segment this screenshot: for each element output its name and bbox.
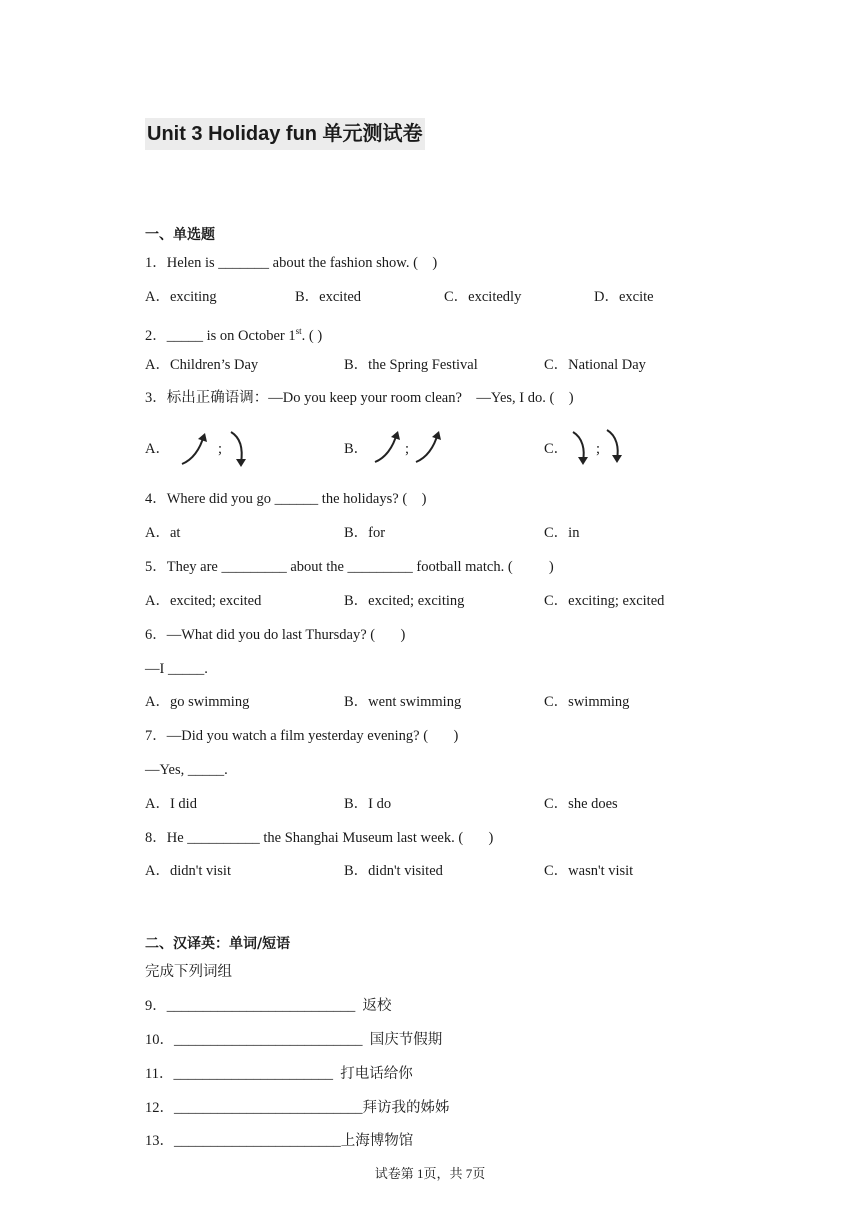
q1-option-d: D．excite: [594, 289, 654, 305]
q2-option-b: B．the Spring Festival: [344, 357, 478, 373]
section2-heading: 二、汉译英：单词/短语: [145, 936, 291, 952]
q2-superscript: st: [295, 326, 302, 336]
q4-option-a: A．at: [145, 525, 181, 541]
q5-option-b: B．excited; exciting: [344, 593, 465, 609]
q6-option-a: A．go swimming: [145, 694, 250, 710]
q7-option-b: B．I do: [344, 796, 392, 812]
q1-option-b: B．excited: [295, 289, 362, 305]
q2-text: 2．_____ is on October 1: [145, 327, 296, 344]
translation-item: 11．______________________ 打电话给你: [145, 1066, 413, 1082]
q3-separator-c: ;: [596, 441, 601, 457]
q3-option-b: B．: [344, 441, 369, 457]
translation-item: 13．_______________________上海博物馆: [145, 1133, 414, 1149]
q3-option-c: C．: [544, 441, 569, 457]
rising-arrow-icon: [412, 428, 444, 468]
q2-text-end: . ( ): [301, 327, 323, 344]
q7-option-c: C．she does: [544, 796, 618, 812]
falling-arrow-icon: [603, 426, 629, 466]
question-4: 4．Where did you go ______ the holidays? ( ): [145, 491, 427, 507]
section2-instruction: 完成下列词组: [145, 964, 232, 980]
question-6: 6．—What did you do last Thursday? ( ): [145, 627, 406, 643]
question-7: 7．—Did you watch a film yesterday evening? ( ): [145, 728, 459, 744]
page-footer: 试卷第 1页，共 7页: [374, 1166, 486, 1181]
q8-option-b: B．didn't visited: [344, 863, 443, 879]
q7-reply: —Yes, _____.: [145, 762, 228, 778]
translation-item: 9．__________________________ 返校: [145, 998, 392, 1014]
q6-option-c: C．swimming: [544, 694, 630, 710]
translation-item: 10．__________________________ 国庆节假期: [145, 1032, 443, 1048]
q8-option-c: C．wasn't visit: [544, 863, 634, 879]
q7-option-a: A．I did: [145, 796, 197, 812]
q1-option-a: A．exciting: [145, 289, 217, 305]
q3-option-a: A．: [145, 441, 170, 457]
q5-option-c: C．exciting; excited: [544, 593, 665, 609]
question-3: 3．标出正确语调：—Do you keep your room clean? —Yes, I do. ( ): [145, 390, 574, 406]
q3-separator-a: ;: [218, 441, 223, 457]
rising-arrow-icon: [178, 430, 210, 470]
falling-arrow-icon: [569, 428, 595, 468]
question-1: 1．Helen is _______ about the fashion show. ( ): [145, 255, 438, 271]
q6-reply: —I _____.: [145, 661, 208, 677]
question-2: [145, 321, 322, 346]
q8-option-a: A．didn't visit: [145, 863, 231, 879]
q5-option-a: A．excited; excited: [145, 593, 262, 609]
q2-option-a: A．Children’s Day: [145, 357, 259, 373]
section1-heading: 一、单选题: [145, 227, 215, 243]
question-5: 5．They are _________ about the _________ football match. ( ): [145, 559, 554, 575]
page-title: Unit 3 Holiday fun 单元测试卷: [145, 118, 425, 150]
q2-option-c: C．National Day: [544, 357, 646, 373]
q6-option-b: B．went swimming: [344, 694, 462, 710]
rising-arrow-icon: [371, 428, 403, 468]
falling-arrow-icon: [227, 428, 253, 470]
q4-option-b: B．for: [344, 525, 386, 541]
q3-separator-b: ;: [405, 441, 410, 457]
translation-item: 12．__________________________拜访我的姊姊: [145, 1100, 450, 1116]
q4-option-c: C．in: [544, 525, 580, 541]
q1-option-c: C．excitedly: [444, 289, 522, 305]
question-8: 8．He __________ the Shanghai Museum last week. ( ): [145, 830, 494, 846]
